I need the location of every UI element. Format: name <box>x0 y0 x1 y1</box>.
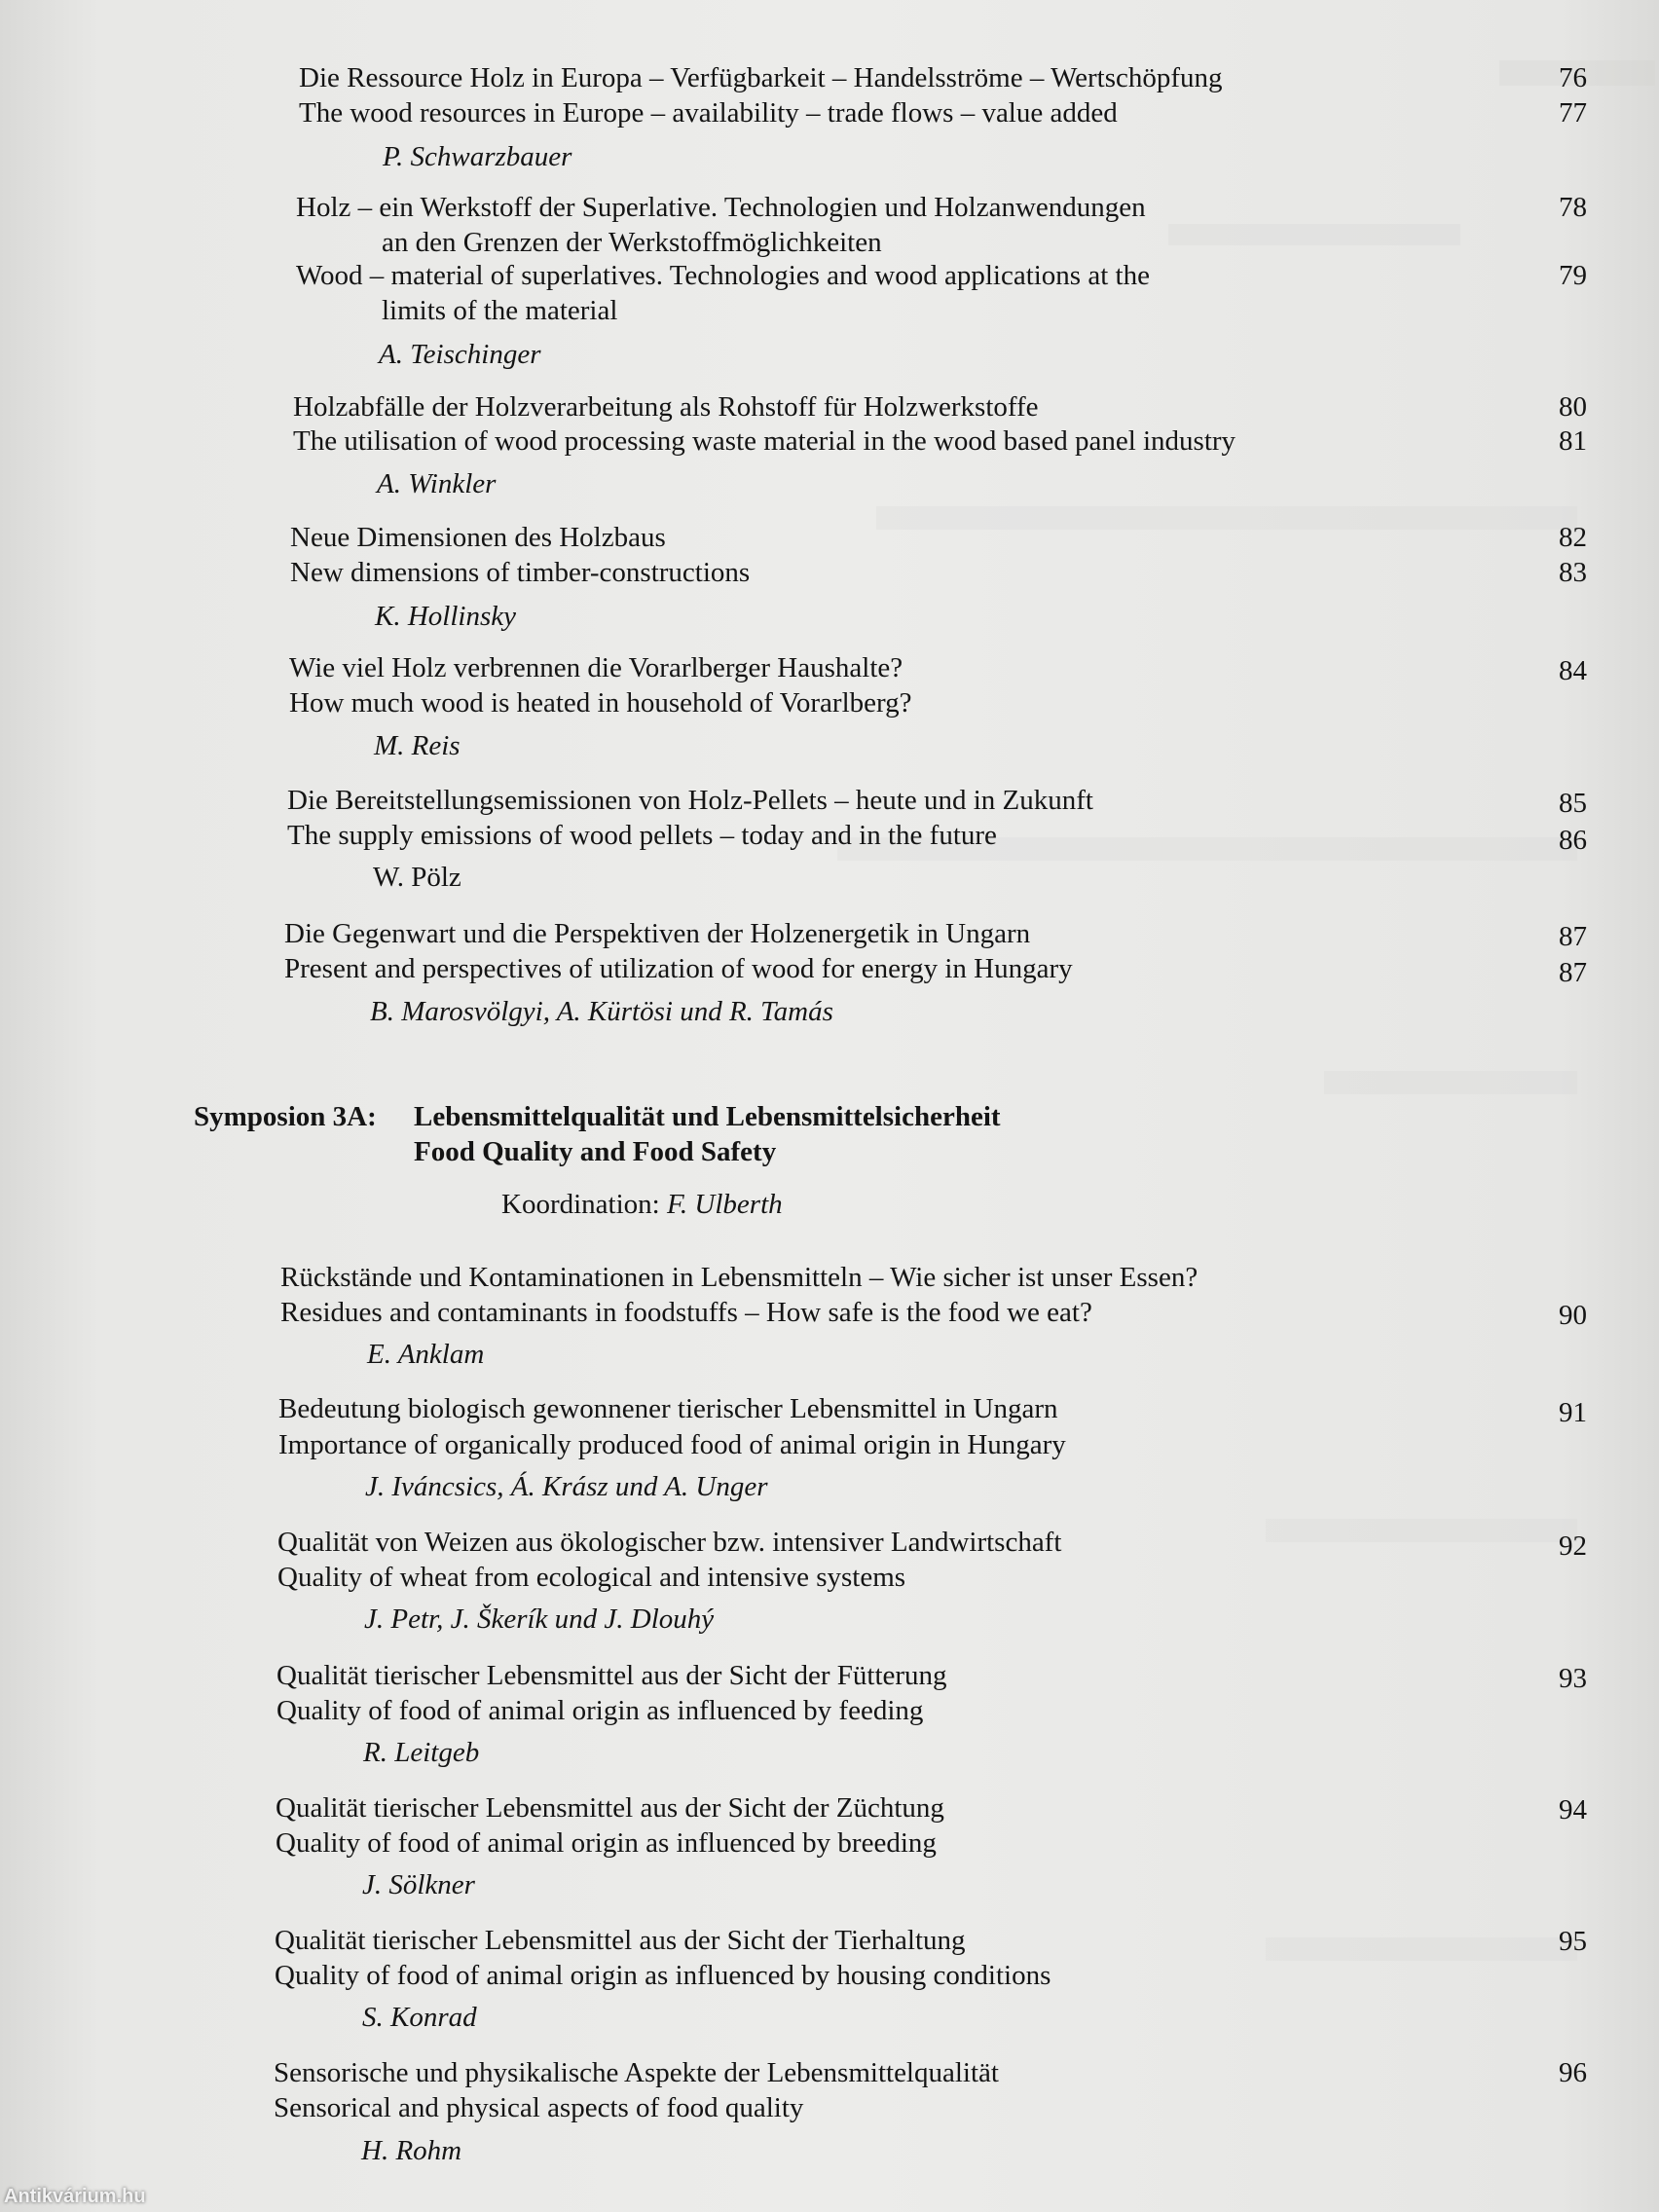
page-number: 94 <box>1559 1794 1587 1825</box>
entry-title-en-cont: limits of the material <box>382 295 618 326</box>
page-number: 79 <box>1559 260 1587 291</box>
page-number: 76 <box>1559 62 1587 93</box>
coordination-label: Koordination: <box>501 1189 660 1220</box>
entry-title-de: Qualität tierischer Lebensmittel aus der Sicht der Fütterung <box>276 1660 947 1691</box>
entry-title-en: Present and perspectives of utilization of wood for energy in Hungary <box>284 953 1073 984</box>
page-number: 82 <box>1559 522 1587 553</box>
entry-title-de: Rückstände und Kontaminationen in Lebensmitteln – Wie sicher ist unser Essen? <box>280 1262 1198 1293</box>
entry-author: E. Anklam <box>367 1339 485 1370</box>
entry-author: B. Marosvölgyi, A. Kürtösi und R. Tamás <box>370 996 833 1027</box>
symposium-label: Symposion 3A: <box>194 1101 377 1132</box>
entry-title-de: Bedeutung biologisch gewonnener tierischer Lebensmittel in Ungarn <box>278 1393 1058 1424</box>
entry-title-de: Wie viel Holz verbrennen die Vorarlberger Haushalte? <box>289 652 903 683</box>
entry-author: S. Konrad <box>362 2002 477 2033</box>
page-number: 81 <box>1559 425 1587 457</box>
entry-title-de: Die Ressource Holz in Europa – Verfügbarkeit – Handelsströme – Wertschöpfung <box>299 62 1223 93</box>
page-number: 95 <box>1559 1926 1587 1957</box>
entry-title-en: Importance of organically produced food of animal origin in Hungary <box>278 1429 1066 1460</box>
page-number: 90 <box>1559 1300 1587 1331</box>
entry-title-de: Holzabfälle der Holzverarbeitung als Rohstoff für Holzwerkstoffe <box>293 391 1039 423</box>
entry-title-en: New dimensions of timber-constructions <box>290 557 751 588</box>
entry-title-de: Neue Dimensionen des Holzbaus <box>290 522 666 553</box>
entry-author: A. Teischinger <box>379 339 541 370</box>
entry-author: J. Petr, J. Škerík und J. Dlouhý <box>364 1604 715 1635</box>
entry-title-de: Die Bereitstellungsemissionen von Holz-Pellets – heute und in Zukunft <box>287 785 1093 816</box>
entry-author: A. Winkler <box>377 468 497 499</box>
symposium-title-en: Food Quality and Food Safety <box>414 1136 777 1167</box>
entry-title-de: Qualität tierischer Lebensmittel aus der Sicht der Züchtung <box>276 1792 944 1824</box>
page-number: 87 <box>1559 957 1587 988</box>
symposium-title-de: Lebensmittelqualität und Lebensmittelsicherheit <box>414 1101 1001 1132</box>
entry-title-en: The supply emissions of wood pellets – today and in the future <box>287 820 997 851</box>
entry-title-en: Sensorical and physical aspects of food quality <box>274 2092 804 2123</box>
entry-title-en: The utilisation of wood processing waste material in the wood based panel industry <box>293 425 1236 457</box>
page-number: 78 <box>1559 192 1587 223</box>
page-number: 83 <box>1559 557 1587 588</box>
entry-author: H. Rohm <box>361 2135 462 2166</box>
entry-author: J. Iváncsics, Á. Krász und A. Unger <box>365 1471 768 1502</box>
entry-title-de: Die Gegenwart und die Perspektiven der Holzenergetik in Ungarn <box>284 918 1031 949</box>
entry-title-en: The wood resources in Europe – availability – trade flows – value added <box>299 97 1118 129</box>
coordination-name: F. Ulberth <box>666 1189 783 1220</box>
page-number: 77 <box>1559 97 1587 129</box>
watermark-text: Antikvárium.hu <box>4 2186 146 2207</box>
coordination-line <box>501 1188 783 1221</box>
entry-author: P. Schwarzbauer <box>383 141 572 172</box>
entry-title-en: Quality of food of animal origin as influenced by housing conditions <box>275 1960 1051 1991</box>
entry-title-en: Quality of food of animal origin as influenced by feeding <box>276 1695 924 1726</box>
page-number: 93 <box>1559 1663 1587 1694</box>
page-number: 86 <box>1559 825 1587 856</box>
entry-title-de: Holz – ein Werkstoff der Superlative. Technologien und Holzanwendungen <box>296 192 1146 223</box>
page-number: 96 <box>1559 2057 1587 2088</box>
entry-title-en: Residues and contaminants in foodstuffs – How safe is the food we eat? <box>280 1297 1092 1328</box>
entry-title-de-cont: an den Grenzen der Werkstoffmöglichkeiten <box>382 227 882 258</box>
entry-title-en: Quality of wheat from ecological and intensive systems <box>277 1562 906 1593</box>
page-number: 80 <box>1559 391 1587 423</box>
entry-author: M. Reis <box>374 730 461 761</box>
entry-author: R. Leitgeb <box>363 1737 480 1768</box>
entry-title-en: Quality of food of animal origin as influenced by breeding <box>276 1827 937 1859</box>
page-number: 91 <box>1559 1397 1587 1428</box>
page-number: 84 <box>1559 655 1587 686</box>
entry-title-de: Sensorische und physikalische Aspekte der Lebensmittelqualität <box>274 2057 999 2088</box>
entry-author: J. Sölkner <box>362 1869 475 1900</box>
entry-title-en: Wood – material of superlatives. Technologies and wood applications at the <box>296 260 1150 291</box>
page-number: 87 <box>1559 921 1587 952</box>
entry-author: W. Pölz <box>373 862 461 893</box>
entry-title-de: Qualität von Weizen aus ökologischer bzw. intensiver Landwirtschaft <box>277 1527 1062 1558</box>
page-number: 85 <box>1559 788 1587 819</box>
entry-title-en: How much wood is heated in household of Vorarlberg? <box>289 687 912 719</box>
page-number: 92 <box>1559 1530 1587 1562</box>
entry-title-de: Qualität tierischer Lebensmittel aus der Sicht der Tierhaltung <box>275 1925 966 1956</box>
entry-author: K. Hollinsky <box>375 601 516 632</box>
